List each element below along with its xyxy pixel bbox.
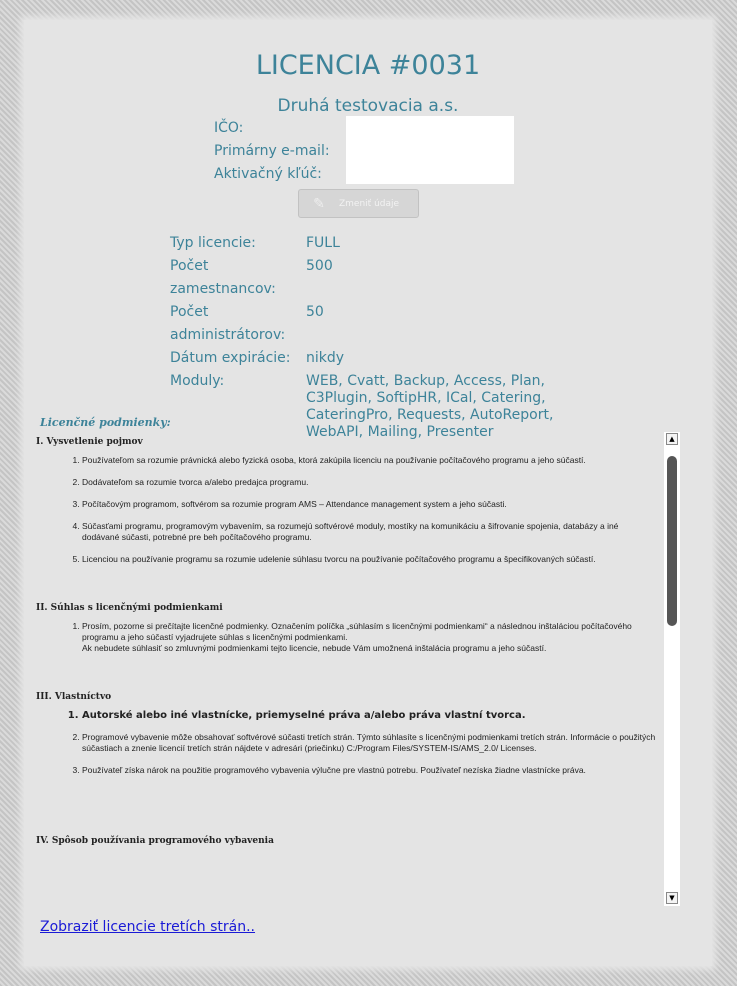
ico-label: IČO: <box>214 120 244 136</box>
info-value: nikdy <box>306 350 345 366</box>
section-heading: IV. Spôsob používania programového vybavenia <box>36 836 274 846</box>
term-item: Ak nebudete súhlasiť so zmluvnými podmienkami tejto licencie, nebude Vám umožnená inštalácia programu a jeho súčastí. <box>82 643 547 653</box>
info-label: Dátum expirácie: <box>170 350 291 366</box>
term-item: 5. Licenciou na používanie programu sa rozumie udelenie súhlasu tvorcu na používanie počítačového programu a špecifikovaných súčastí. <box>82 554 658 565</box>
term-item: 1. Používateľom sa rozumie právnická alebo fyzická osoba, ktorá zakúpila licenciu na používanie počítačového programu a jeho súčastí. <box>82 455 658 466</box>
edit-details-label: Zmeniť údaje <box>339 198 400 209</box>
term-item: 4. Súčasťami programu, programovým vybavením, sa rozumejú softvérové moduly, mostíky na komunikáciu a šifrovanie spojenia, databázy a iné dodávané súčasti, potrebné pre beh počítačového programu. <box>82 521 658 543</box>
scroll-up-arrow-icon[interactable]: ▲ <box>666 433 678 445</box>
edit-details-button[interactable] <box>298 189 419 218</box>
scrollbar-thumb[interactable] <box>667 456 677 626</box>
term-item: 1. Autorské alebo iné vlastnícke, priemyselné práva a/alebo práva vlastní tvorca. <box>82 710 658 721</box>
license-panel <box>24 20 712 966</box>
info-value: FULL <box>306 235 340 251</box>
section-heading: I. Vysvetlenie pojmov <box>36 437 143 447</box>
info-value: WEB, Cvatt, Backup, Access, Plan, C3Plugin, SoftipHR, ICal, Catering, CateringPro, Requests, AutoReport, WebAPI, Mailing, Presenter <box>306 373 554 440</box>
license-info <box>170 232 556 441</box>
info-label: Typ licencie: <box>170 235 256 251</box>
terms-heading: Licenčné podmienky: <box>40 416 171 429</box>
activation-key-label: Aktivačný kľúč: <box>214 166 322 182</box>
term-item: 2. Programové vybavenie môže obsahovať softvérové súčasti tretích strán. Týmto súhlasíte s licenčnými podmienkami tretích strán. Informácie o použitých súčastiach a znenie licencií tretích strán nájdete v adresári (priečinku) C:/Program Files/SYSTEM-IS/AMS_2.0/ Licenses. <box>82 732 658 754</box>
third-party-licenses-link[interactable]: Zobraziť licencie tretích strán.. <box>40 919 256 935</box>
section-heading: III. Vlastníctvo <box>36 692 112 702</box>
company-name: Druhá testovacia a.s. <box>277 96 459 116</box>
redacted-values <box>346 116 514 184</box>
term-item: 3. Počítačovým programom, softvérom sa rozumie program AMS – Attendance management system a jeho súčasti. <box>82 499 658 510</box>
term-item: Prosím, pozorne si prečítajte licenčné podmienky. Označením políčka „súhlasím s licenčnými podmienkami“ a následnou inštaláciou počítačového programu a jeho súčastí vyjadrujete súhlas s licenčnými podmienkami. <box>82 621 632 642</box>
info-value: 500 <box>306 258 333 274</box>
license-title: LICENCIA #0031 <box>255 50 481 81</box>
email-label: Primárny e-mail: <box>214 143 330 159</box>
info-label: Počet administrátorov: <box>170 304 286 343</box>
pencil-icon: ✎ <box>313 195 325 212</box>
section-heading: II. Súhlas s licenčnými podmienkami <box>36 603 223 613</box>
terms-scroll-area[interactable] <box>36 432 658 906</box>
info-label: Počet zamestnancov: <box>170 258 276 297</box>
scrollbar[interactable] <box>664 432 680 906</box>
scroll-down-arrow-icon[interactable]: ▼ <box>666 892 678 904</box>
term-item: 2. Dodávateľom sa rozumie tvorca a/alebo predajca programu. <box>82 477 658 488</box>
term-item: 3. Používateľ získa nárok na použitie programového vybavenia výlučne pre vlastnú potrebu. Používateľ nezíska žiadne vlastnícke práva. <box>82 765 658 776</box>
info-label: Moduly: <box>170 373 225 389</box>
info-value: 50 <box>306 304 324 320</box>
